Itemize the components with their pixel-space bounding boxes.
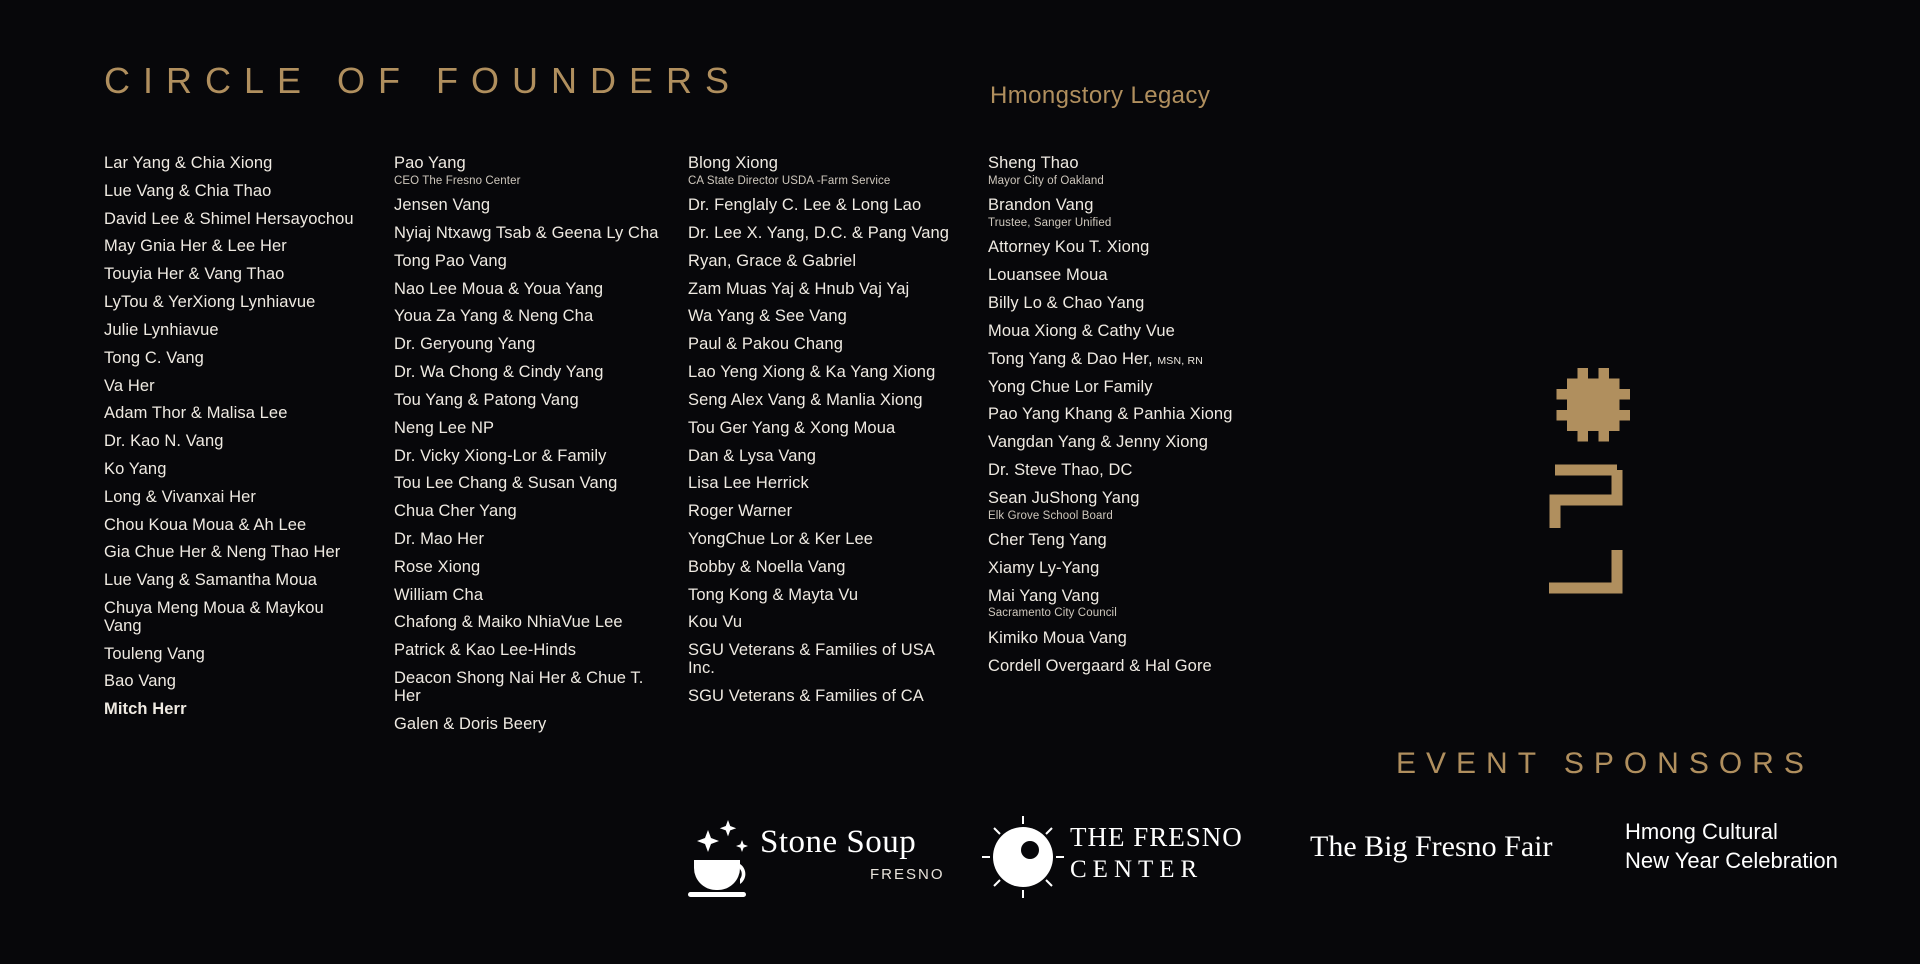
donor-name: Touleng Vang xyxy=(104,644,205,663)
donor-name: Dr. Steve Thao, DC xyxy=(988,460,1133,479)
list-item xyxy=(688,281,958,299)
list-item xyxy=(688,197,958,215)
list-item xyxy=(988,630,1268,648)
list-item xyxy=(394,503,659,521)
list-item xyxy=(394,253,659,271)
stone-soup-fresno-logo xyxy=(680,810,945,900)
list-item xyxy=(104,350,354,368)
list-item xyxy=(988,434,1268,452)
donor-name: Long & Vivanxai Her xyxy=(104,487,257,506)
founders-column-2 xyxy=(394,155,659,743)
list-item xyxy=(988,658,1268,676)
list-item xyxy=(394,670,659,706)
donor-name: May Gnia Her & Lee Her xyxy=(104,237,287,256)
list-item xyxy=(104,211,354,229)
list-item xyxy=(394,336,659,354)
donor-name: Dr. Geryoung Yang xyxy=(394,335,536,354)
donor-name: Mitch Herr xyxy=(104,700,187,719)
list-item xyxy=(394,364,659,382)
donor-name: Ko Yang xyxy=(104,459,167,478)
donor-name: David Lee & Shimel Hersayochou xyxy=(104,209,354,228)
donor-name: Gia Chue Her & Neng Thao Her xyxy=(104,543,341,562)
donor-name: Lue Vang & Samantha Moua xyxy=(104,571,318,590)
list-item xyxy=(688,642,958,678)
donor-name: Deacon Shong Nai Her & Chue T. Her xyxy=(394,669,644,705)
list-item xyxy=(104,433,354,451)
donor-name: Adam Thor & Malisa Lee xyxy=(104,404,288,423)
sponsor-logos-row xyxy=(660,800,1900,910)
list-item xyxy=(104,646,354,664)
list-item xyxy=(394,587,659,605)
list-item xyxy=(394,420,659,438)
donor-name: Chuya Meng Moua & Maykou Vang xyxy=(104,599,324,635)
list-item xyxy=(394,281,659,299)
donor-name-suffix: MSN, RN xyxy=(1157,354,1204,367)
list-item xyxy=(394,155,659,187)
donor-name: Lisa Lee Herrick xyxy=(688,474,809,493)
list-item xyxy=(394,559,659,577)
donor-title: Sacramento City Council xyxy=(988,607,1117,620)
donor-name: Pao Yang xyxy=(394,154,466,172)
donor-name: Tou Lee Chang & Susan Vang xyxy=(394,474,618,493)
donor-name: Galen & Doris Beery xyxy=(394,714,547,733)
list-item xyxy=(988,323,1268,341)
donor-name: SGU Veterans & Families of CA xyxy=(688,686,924,705)
donor-name: Tong Kong & Mayta Vu xyxy=(688,585,859,604)
donor-name: Brandon Vang xyxy=(988,196,1094,215)
donor-name: Tong C. Vang xyxy=(104,348,204,367)
donor-name: SGU Veterans & Families of USA Inc. xyxy=(688,641,935,678)
list-item xyxy=(104,600,354,636)
the-fresno-center-logo xyxy=(980,810,1280,900)
list-item xyxy=(104,517,354,535)
list-item xyxy=(394,392,659,410)
list-item xyxy=(988,197,1268,229)
donor-name: Jensen Vang xyxy=(394,196,491,215)
list-item xyxy=(688,364,958,382)
donor-title: Trustee, Sanger Unified xyxy=(988,217,1112,230)
donor-name: Tong Pao Vang xyxy=(394,251,507,270)
list-item xyxy=(688,225,958,243)
donor-name: Louansee Moua xyxy=(988,266,1108,285)
stone-soup-name: Stone Soup xyxy=(760,824,917,860)
donor-name: Kimiko Moua Vang xyxy=(988,628,1127,647)
donor-name: Attorney Kou T. Xiong xyxy=(988,238,1150,257)
donor-name: Va Her xyxy=(104,376,155,395)
donor-name: Nyiaj Ntxawg Tsab & Geena Ly Cha xyxy=(394,224,659,243)
donor-name: Paul & Pakou Chang xyxy=(688,335,843,354)
donor-name: Dr. Fenglaly C. Lee & Long Lao xyxy=(688,196,922,215)
donor-name: William Cha xyxy=(394,585,484,604)
donor-name: Roger Warner xyxy=(688,502,793,521)
list-item xyxy=(394,197,659,215)
donor-name: YongChue Lor & Ker Lee xyxy=(688,529,874,548)
donor-title: CEO The Fresno Center xyxy=(394,174,521,187)
donor-name: Ryan, Grace & Gabriel xyxy=(688,251,857,270)
donor-name: Neng Lee NP xyxy=(394,418,495,437)
legacy-column-4 xyxy=(988,155,1268,685)
heading-circle-of-founders: CIRCLE OF FOUNDERS xyxy=(104,60,743,101)
list-item xyxy=(394,614,659,632)
list-item xyxy=(988,462,1268,480)
donor-name: Cher Teng Yang xyxy=(988,530,1107,549)
big-fresno-fair-logo: The Big Fresno Fair xyxy=(1310,830,1553,863)
donor-name: Wa Yang & See Vang xyxy=(688,307,847,326)
list-item xyxy=(988,155,1268,187)
donor-title: Mayor City of Oakland xyxy=(988,174,1104,187)
fresno-center-line2: CENTER xyxy=(1070,856,1204,883)
list-item xyxy=(104,183,354,201)
fresno-center-line1: THE FRESNO xyxy=(1070,822,1243,852)
list-item xyxy=(104,673,354,691)
hmong-cultural-line2: New Year Celebration xyxy=(1625,847,1838,873)
list-item xyxy=(688,688,958,706)
donor-name: Bobby & Noella Vang xyxy=(688,557,846,576)
donor-name: Youa Za Yang & Neng Cha xyxy=(394,307,594,326)
list-item xyxy=(104,544,354,562)
list-item xyxy=(988,560,1268,578)
donor-name: Dr. Mao Her xyxy=(394,529,485,548)
donor-title: Elk Grove School Board xyxy=(988,509,1113,522)
heading-hmongstory-legacy: Hmongstory Legacy xyxy=(990,82,1211,109)
donor-name: Nao Lee Moua & Youa Yang xyxy=(394,279,604,298)
list-item xyxy=(688,448,958,466)
donor-name: Julie Lynhiavue xyxy=(104,320,219,339)
donor-name: Xiamy Ly-Yang xyxy=(988,558,1100,577)
list-item xyxy=(394,308,659,326)
donor-name: Yong Chue Lor Family xyxy=(988,377,1153,396)
list-item xyxy=(394,225,659,243)
donor-name: Lue Vang & Chia Thao xyxy=(104,181,272,200)
donor-name: Bao Vang xyxy=(104,672,177,691)
donor-name: Vangdan Yang & Jenny Xiong xyxy=(988,433,1209,452)
donor-name: Chua Cher Yang xyxy=(394,502,517,521)
donor-name: Tong Yang & Dao Her, MSN, RN xyxy=(988,349,1204,368)
founders-column-1 xyxy=(104,155,354,729)
list-item xyxy=(688,531,958,549)
donor-name: Dr. Lee X. Yang, D.C. & Pang Vang xyxy=(688,224,950,243)
list-item xyxy=(394,475,659,493)
donor-name: Rose Xiong xyxy=(394,557,481,576)
list-item xyxy=(688,614,958,632)
donor-name: Chou Koua Moua & Ah Lee xyxy=(104,515,307,534)
donor-name: Kou Vu xyxy=(688,613,743,632)
donor-name: Dr. Vicky Xiong-Lor & Family xyxy=(394,446,607,465)
list-item xyxy=(988,267,1268,285)
list-item xyxy=(394,448,659,466)
donor-name: Lao Yeng Xiong & Ka Yang Xiong xyxy=(688,363,936,382)
donor-name: Touyia Her & Vang Thao xyxy=(104,265,285,284)
founders-column-3 xyxy=(688,155,958,716)
list-item xyxy=(688,392,958,410)
heading-event-sponsors: EVENT SPONSORS xyxy=(1396,747,1814,780)
list-item xyxy=(988,532,1268,550)
list-item xyxy=(688,336,958,354)
donor-name: Zam Muas Yaj & Hnub Vaj Yaj xyxy=(688,279,910,298)
donor-name: Sean JuShong Yang xyxy=(988,488,1140,507)
list-item xyxy=(104,461,354,479)
list-item xyxy=(394,531,659,549)
list-item xyxy=(688,503,958,521)
list-item xyxy=(988,406,1268,424)
donor-name: Blong Xiong xyxy=(688,154,779,172)
donor-name: LyTou & YerXiong Lynhiavue xyxy=(104,293,316,312)
stone-soup-subtitle: FRESNO xyxy=(870,866,945,883)
hmong-cultural-new-year-logo xyxy=(1625,818,1838,875)
list-item xyxy=(104,572,354,590)
donor-name: Cordell Overgaard & Hal Gore xyxy=(988,656,1212,675)
list-item xyxy=(104,294,354,312)
list-item xyxy=(104,238,354,256)
list-item xyxy=(688,308,958,326)
list-item xyxy=(688,420,958,438)
hmong-cultural-line1: Hmong Cultural xyxy=(1625,819,1778,844)
list-item xyxy=(104,701,354,719)
donor-name: Mai Yang Vang xyxy=(988,586,1100,605)
donor-name: Pao Yang Khang & Panhia Xiong xyxy=(988,405,1233,424)
hmong-motif-logo xyxy=(1525,350,1655,630)
donor-name: Sheng Thao xyxy=(988,154,1079,172)
list-item xyxy=(988,295,1268,313)
list-item xyxy=(394,642,659,660)
donor-title: CA State Director USDA -Farm Service xyxy=(688,174,891,187)
list-item xyxy=(104,155,354,173)
list-item xyxy=(688,253,958,271)
donor-name: Lar Yang & Chia Xiong xyxy=(104,154,273,172)
list-item xyxy=(988,588,1268,620)
list-item xyxy=(688,475,958,493)
list-item xyxy=(104,378,354,396)
list-item xyxy=(988,239,1268,257)
donor-name: Patrick & Kao Lee-Hinds xyxy=(394,641,577,660)
list-item xyxy=(104,489,354,507)
donor-name: Dr. Kao N. Vang xyxy=(104,432,224,451)
list-item xyxy=(104,322,354,340)
list-item xyxy=(688,587,958,605)
list-item xyxy=(988,351,1268,369)
list-item xyxy=(104,266,354,284)
donor-name: Dan & Lysa Vang xyxy=(688,446,817,465)
list-item xyxy=(104,405,354,423)
list-item xyxy=(394,716,659,734)
list-item xyxy=(988,490,1268,522)
donor-name: Tou Yang & Patong Vang xyxy=(394,390,579,409)
list-item xyxy=(688,155,958,187)
donor-name: Tou Ger Yang & Xong Moua xyxy=(688,418,896,437)
donor-name: Billy Lo & Chao Yang xyxy=(988,294,1145,313)
donor-name: Seng Alex Vang & Manlia Xiong xyxy=(688,390,923,409)
list-item xyxy=(688,559,958,577)
list-item xyxy=(988,379,1268,397)
donor-name: Moua Xiong & Cathy Vue xyxy=(988,321,1175,340)
donor-name: Dr. Wa Chong & Cindy Yang xyxy=(394,363,604,382)
donor-name: Chafong & Maiko NhiaVue Lee xyxy=(394,613,623,632)
